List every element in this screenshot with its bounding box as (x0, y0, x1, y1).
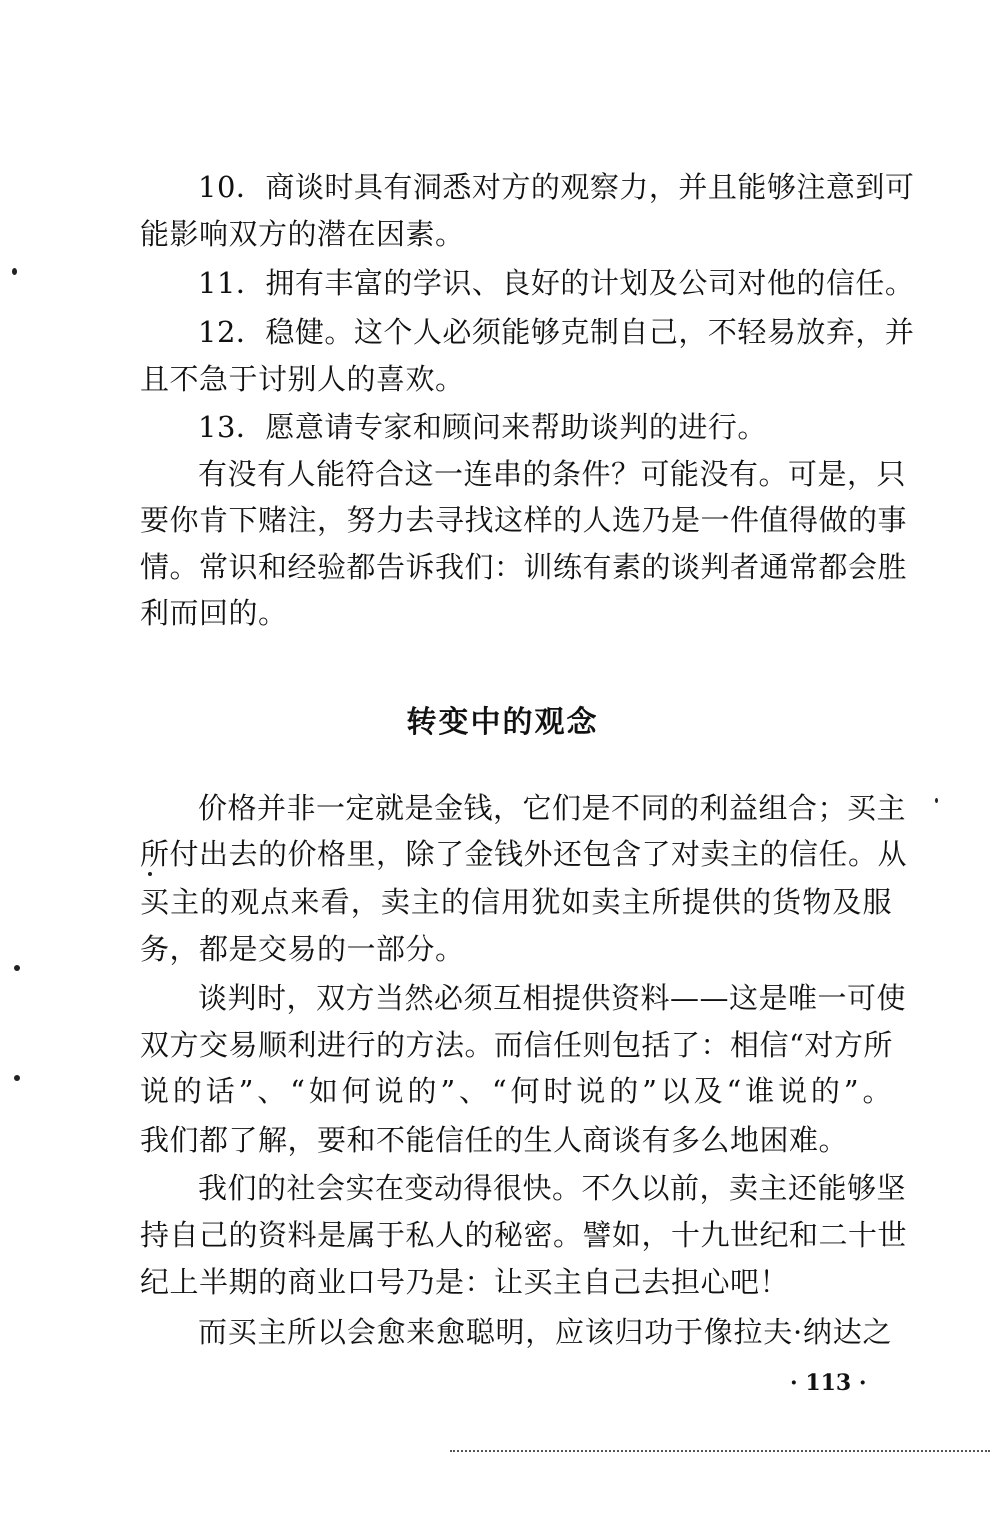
text-line: 纪上半期的商业口号乃是：让买主自己去担心吧！ (140, 1265, 790, 1299)
text-line: 有没有人能符合这一连串的条件？可能没有。可是，只 (198, 457, 907, 491)
text-line: 谈判时，双方当然必须互相提供资料——这是唯一可使 (198, 981, 907, 1015)
scan-speck (935, 798, 938, 803)
text-line: 我们的社会实在变动得很快。不久以前，卖主还能够坚 (198, 1171, 907, 1205)
text-line: 价格并非一定就是金钱，它们是不同的利益组合；买主 (198, 791, 907, 825)
text-line: 说的话”、“如何说的”、“何时说的”以及“谁说的”。 (140, 1074, 892, 1108)
text-line: 11．拥有丰富的学识、良好的计划及公司对他的信任。 (198, 266, 915, 300)
scan-speck (14, 965, 20, 971)
text-line: 情。常识和经验都告诉我们：训练有素的谈判者通常都会胜 (140, 550, 908, 584)
scan-speck (14, 1075, 20, 1081)
scan-speck (12, 268, 17, 275)
text-line: 且不急于讨别人的喜欢。 (140, 362, 465, 396)
section-heading: 转变中的观念 (406, 705, 599, 740)
text-line: 12．稳健。这个人必须能够克制自己，不轻易放弃，并 (198, 315, 915, 349)
text-line: 10．商谈时具有洞悉对方的观察力，并且能够注意到可 (198, 170, 915, 204)
text-line: 13．愿意请专家和顾问来帮助谈判的进行。 (198, 410, 767, 444)
text-line: 要你肯下赌注，努力去寻找这样的人选乃是一件值得做的事 (140, 503, 908, 537)
footer-rule (450, 1450, 990, 1452)
text-line: 持自己的资料是属于私人的秘密。譬如，十九世纪和二十世 (140, 1218, 908, 1252)
page-number: · 113 · (790, 1370, 867, 1396)
text-line: 能影响双方的潜在因素。 (140, 217, 465, 251)
scan-speck (148, 872, 152, 876)
text-line: 而买主所以会愈来愈聪明，应该归功于像拉夫·纳达之 (198, 1315, 892, 1349)
text-line: 所付出去的价格里，除了金钱外还包含了对卖主的信任。从 (140, 837, 908, 871)
text-line: 务，都是交易的一部分。 (140, 932, 465, 966)
text-line: 我们都了解，要和不能信任的生人商谈有多么地困难。 (140, 1123, 849, 1157)
text-line: 利而回的。 (140, 596, 288, 630)
text-line: 买主的观点来看，卖主的信用犹如卖主所提供的货物及服 (140, 885, 892, 919)
text-line: 双方交易顺利进行的方法。而信任则包括了：相信“对方所 (140, 1028, 893, 1062)
